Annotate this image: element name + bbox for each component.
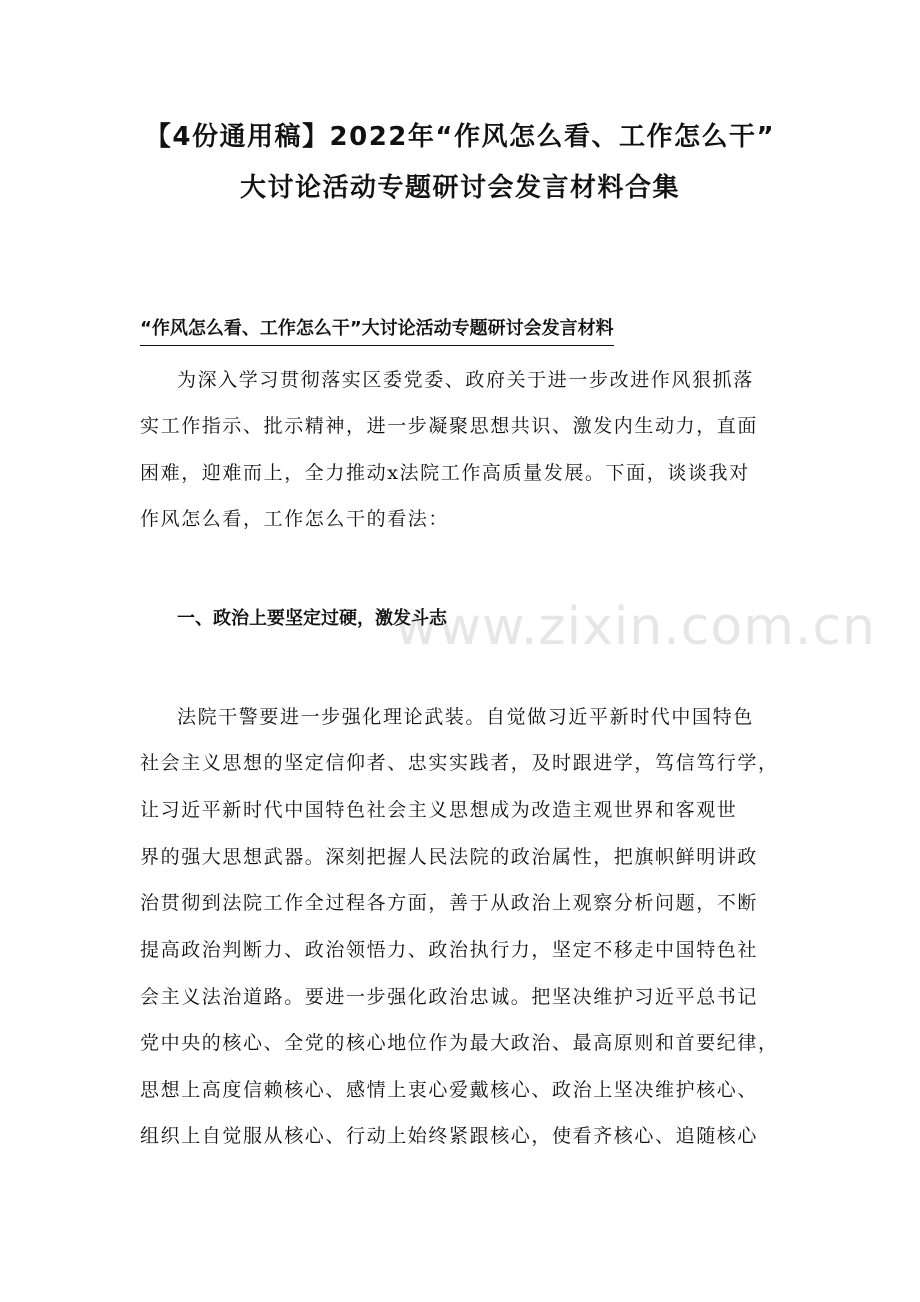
intro-line: 困难，迎难而上，全力推动x法院工作高质量发展。下面，谈谈我对 <box>140 462 750 484</box>
body-line: 会主义法治道路。要进一步强化政治忠诚。把坚决维护习近平总书记 <box>140 986 759 1008</box>
body-line: 社会主义思想的坚定信仰者、忠实实践者，及时跟进学，笃信笃行学， <box>140 752 779 774</box>
body-line: 让习近平新时代中国特色社会主义思想成为改造主观世界和客观世 <box>140 799 738 821</box>
watermark: www.zixin.com.cn <box>395 597 876 657</box>
intro-line: 实工作指示、批示精神，进一步凝聚思想共识、激发内生动力，直面 <box>140 415 759 437</box>
intro-line: 为深入学习贯彻落实区委党委、政府关于进一步改进作风狠抓落 <box>177 369 754 391</box>
body-line: 法院干警要进一步强化理论武装。自觉做习近平新时代中国特色 <box>177 706 754 728</box>
body-line: 提高政治判断力、政治领悟力、政治执行力，坚定不移走中国特色社 <box>140 939 759 961</box>
section-heading: 一、政治上要坚定过硬，激发斗志 <box>177 608 447 629</box>
body-line: 党中央的核心、全党的核心地位作为最大政治、最高原则和首要纪律， <box>140 1032 779 1054</box>
document-title-line-2: 大讨论活动专题研讨会发言材料合集 <box>239 173 680 203</box>
document-title-line-1: 【4份通用稿】2022年“作风怎么看、工作怎么干” <box>144 122 776 152</box>
body-line: 治贯彻到法院工作全过程各方面，善于从政治上观察分析问题，不断 <box>140 892 759 914</box>
article-subtitle: “作风怎么看、工作怎么干”大讨论活动专题研讨会发言材料 <box>140 315 614 346</box>
body-line: 思想上高度信赖核心、感情上衷心爱戴核心、政治上坚决维护核心、 <box>140 1079 759 1101</box>
intro-line: 作风怎么看，工作怎么干的看法： <box>140 508 450 530</box>
body-line: 界的强大思想武器。深刻把握人民法院的政治属性，把旗帜鲜明讲政 <box>140 846 759 868</box>
body-line: 组织上自觉服从核心、行动上始终紧跟核心，使看齐核心、追随核心 <box>140 1125 759 1147</box>
